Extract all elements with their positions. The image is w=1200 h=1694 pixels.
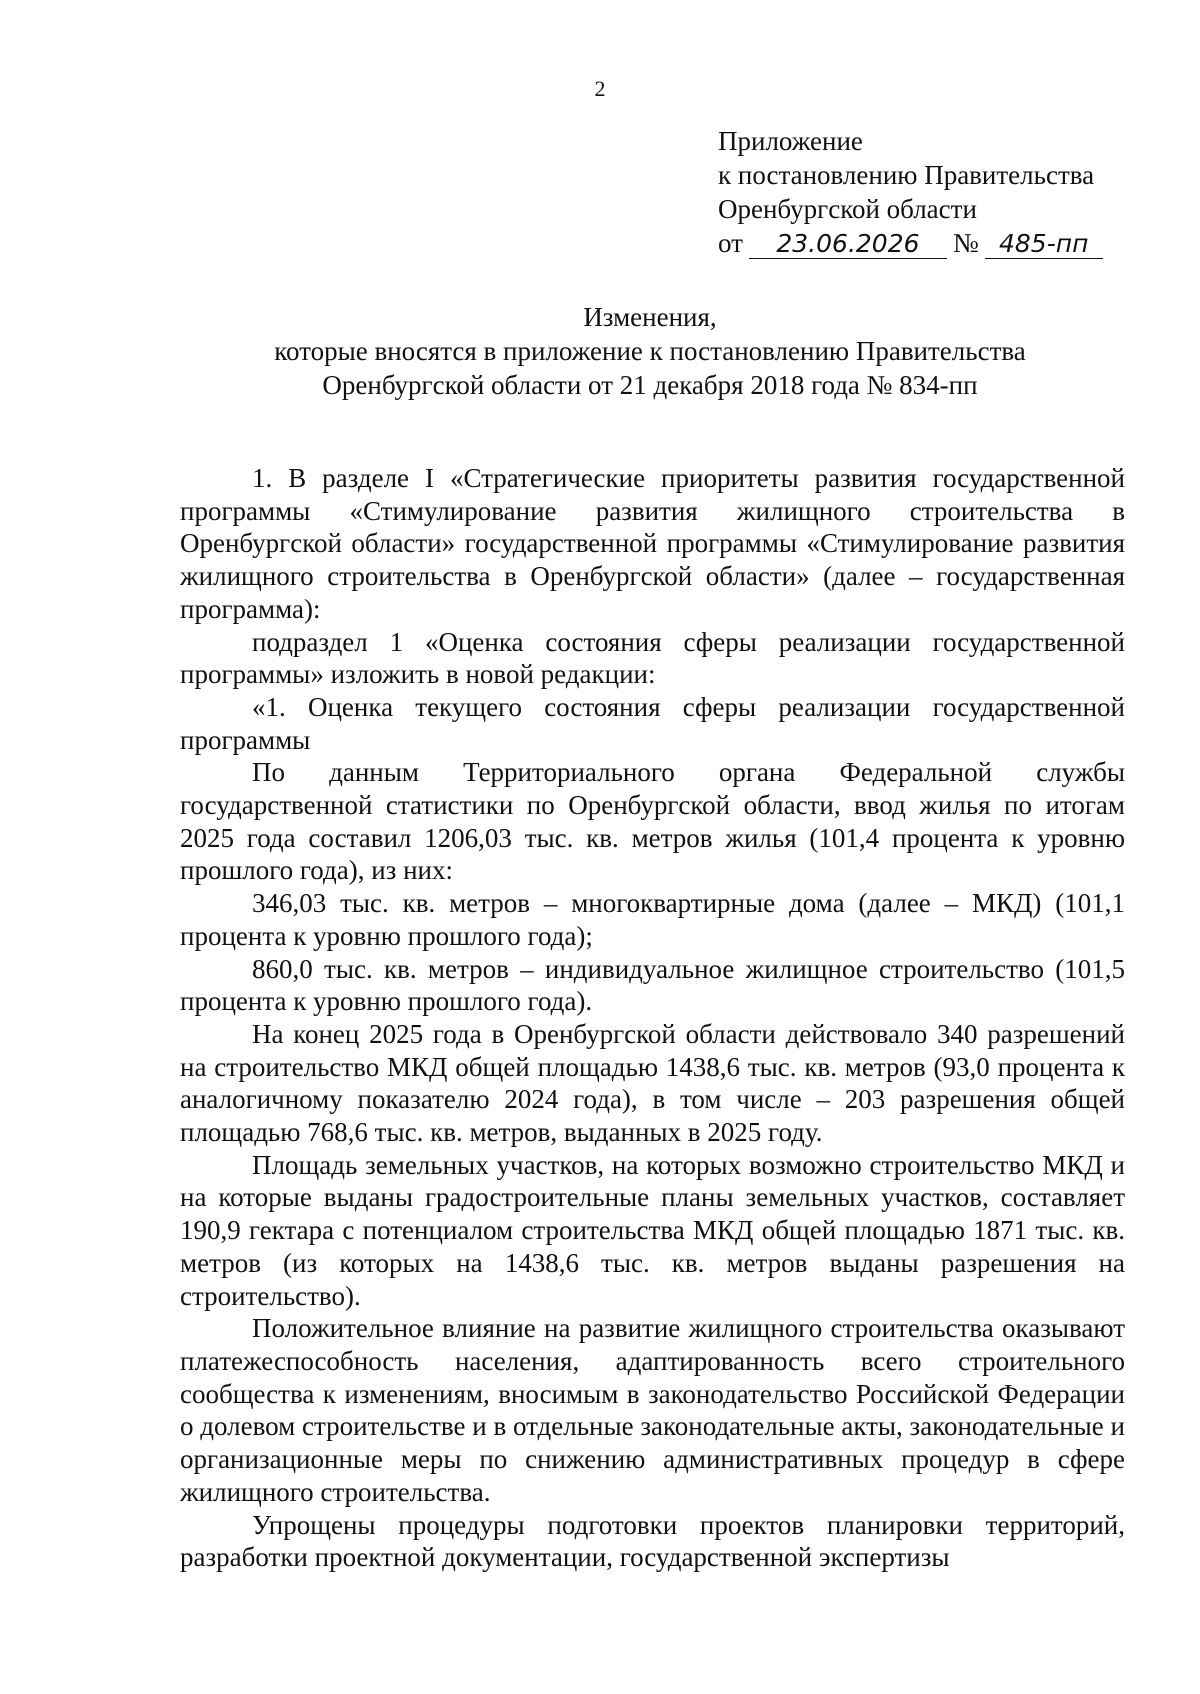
paragraph-5: 346,03 тыс. кв. метров – многоквартирные дома (далее – МКД) (101,1 процента к уровню прошлого года); [180, 888, 1125, 951]
paragraph-4: По данным Территориального органа Федеральной службы государственной статистики по Оренбургской области, ввод жилья по итогам 2025 года составил 1206,03 тыс. кв. метров жилья (101,4 процента к уровню прошлого года), из них: [180, 757, 1125, 886]
page-number: 2 [594, 76, 606, 101]
approval-block [718, 124, 1158, 260]
title-line-3: Оренбургской области от 21 декабря 2018 года № 834-пп [322, 370, 978, 400]
paragraph-3: «1. Оценка текущего состояния сферы реализации государственной программы [180, 691, 1125, 755]
paragraph-9: Положительное влияние на развитие жилищного строительства оказывают платежеспособность населения, адаптированность всего строительного сообщества к изменениям, вносимым в законодательство Российской Федерации о долевом строительстве и в отдельные законодательные акты, законодательные и организационные меры по снижению административных процедур в сфере жилищного строительства. [180, 1313, 1125, 1507]
handwritten-number: 485-пп [985, 230, 1103, 259]
approval-from-prefix: от [718, 228, 743, 258]
document-body [180, 462, 1125, 1574]
approval-line-1: Приложение [718, 126, 863, 156]
paragraph-7: На конец 2025 года в Оренбургской области действовало 340 разрешений на строительство МКД общей площадью 1438,6 тыс. кв. метров (93,0 процента к аналогичному показателю 2024 года), в том числе – 203 разрешения общей площадью 768,6 тыс. кв. метров, выданных в 2025 году. [180, 1018, 1125, 1148]
approval-date-line [718, 226, 1158, 260]
paragraph-1: 1. В разделе I «Стратегические приоритеты развития государственной программы «Стимулирование развития жилищного строительства в Оренбургской области» государственной программы «Стимулирование развития жилищного строительства в Оренбургской области» (далее – государственная программа): [180, 463, 1125, 624]
paragraph-10: Упрощены процедуры подготовки проектов планировки территорий, разработки проектной документации, государственной экспертизы [180, 1509, 1125, 1573]
approval-line-2: к постановлению Правительства [718, 160, 1095, 190]
paragraph-2: подраздел 1 «Оценка состояния сферы реализации государственной программы» изложить в новой редакции: [180, 626, 1125, 690]
document-title [180, 300, 1120, 402]
paragraph-6: 860,0 тыс. кв. метров – индивидуальное жилищное строительство (101,5 процента к уровню прошлого года). [180, 953, 1125, 1017]
title-line-1: Изменения, [583, 302, 717, 332]
handwritten-date: 23.06.2026 [749, 230, 947, 259]
paragraph-8: Площадь земельных участков, на которых возможно строительство МКД и на которые выданы градостроительные планы земельных участков, составляет 190,9 гектара с потенциалом строительства МКД общей площадью 1871 тыс. кв. метров (из которых на 1438,6 тыс. кв. метров выданы разрешения на строительство). [180, 1149, 1125, 1311]
number-sign: № [952, 228, 979, 258]
title-line-2: которые вносятся в приложение к постановлению Правительства [274, 336, 1026, 366]
approval-line-3: Оренбургской области [718, 194, 977, 224]
